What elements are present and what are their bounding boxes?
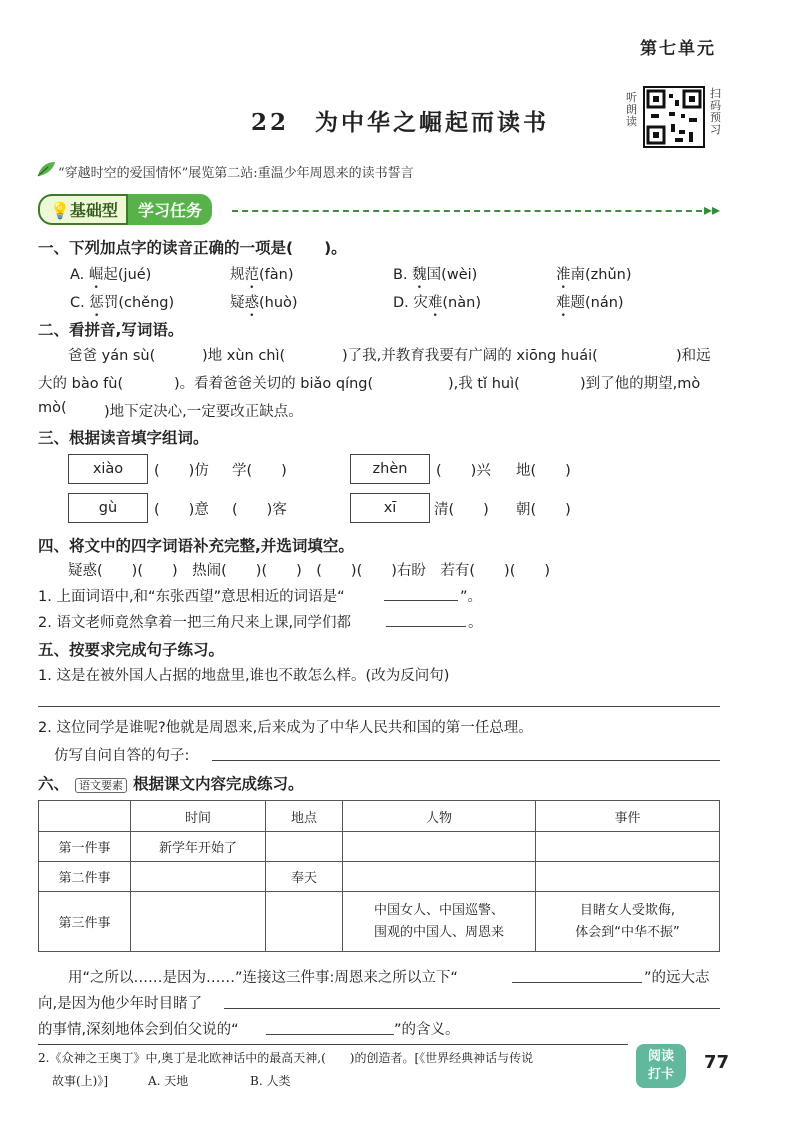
q3-title: 三、根据读音填字组词。 bbox=[38, 429, 209, 447]
q2-line1-a: 爸爸 yán sù( bbox=[68, 348, 156, 364]
answer-line[interactable] bbox=[266, 1034, 394, 1035]
page-number: 77 bbox=[704, 1052, 730, 1073]
q6-para3-end: ”的含义。 bbox=[394, 1022, 460, 1038]
cell-people[interactable]: 中国女人、中国巡警、 围观的中国人、周恩来 bbox=[343, 892, 536, 952]
q1-option: 难题(nán) bbox=[556, 295, 624, 311]
q4-title: 四、将文中的四字词语补充完整,并选词填空。 bbox=[38, 537, 354, 555]
q1-option[interactable]: B. 魏国(wèi) bbox=[393, 267, 478, 283]
tag-basic: 💡基础型 bbox=[38, 194, 128, 225]
q1-title: 一、下列加点字的读音正确的一项是( )。 bbox=[38, 239, 347, 257]
q6-para1-end: ”的远大志 bbox=[644, 970, 710, 986]
scan-preview-text: 扫码预习 bbox=[710, 87, 721, 136]
footer-question: 2.《众神之王奥丁》中,奥丁是北欧神话中的最高天神,( )的创造者。[《世界经典神话与传说 bbox=[38, 1051, 534, 1065]
footer-option-b[interactable]: B. 人类 bbox=[250, 1074, 291, 1088]
q1-option[interactable]: C. 惩罚(chěng) bbox=[70, 295, 175, 311]
q6-para3: 的事情,深刻地体会到伯父说的“ bbox=[38, 1022, 239, 1038]
lesson-title bbox=[0, 104, 800, 137]
row-label: 第三件事 bbox=[39, 892, 131, 952]
q6-title: 六、 语文要素 根据课文内容完成练习。 bbox=[38, 775, 304, 793]
scan-listen-text: 听朗读 bbox=[626, 91, 637, 128]
cell-place[interactable]: 奉天 bbox=[266, 862, 343, 892]
cell-event[interactable]: 目睹女人受欺侮, 体会到“中华不振” bbox=[536, 892, 720, 952]
cell-people[interactable] bbox=[343, 832, 536, 862]
q5-sentence1: 1. 这是在被外国人占据的地盘里,谁也不敢怎么样。(改为反问句) bbox=[38, 668, 450, 684]
q3-blank[interactable]: ( )兴 bbox=[436, 463, 491, 479]
footer-divider bbox=[38, 1044, 628, 1045]
cell-event[interactable] bbox=[536, 832, 720, 862]
row-label: 第二件事 bbox=[39, 862, 131, 892]
header-time: 时间 bbox=[131, 801, 266, 832]
section-divider bbox=[232, 210, 702, 212]
q2-line3-a: mò( bbox=[38, 400, 67, 416]
q2-title: 二、看拼音,写词语。 bbox=[38, 321, 184, 339]
q2-line1-b: )地 xùn chì( bbox=[202, 348, 286, 364]
q6-para2: 向,是因为他少年时目睹了 bbox=[38, 996, 203, 1012]
section-tag bbox=[38, 194, 212, 224]
lesson-name: 为中华之崛起而读书 bbox=[315, 109, 549, 136]
q2-line2-a: 大的 bào fù( bbox=[38, 376, 124, 392]
q6-para1: 用“之所以……是因为……”连接这三件事:周恩来之所以立下“ bbox=[68, 970, 458, 986]
q4-words[interactable]: 疑惑( )( ) 热闹( )( ) ( )( )右盼 若有( )( ) bbox=[68, 563, 551, 579]
q1-option: 规范(fàn) bbox=[230, 267, 294, 283]
reading-checkin-badge[interactable]: 阅读 打卡 bbox=[636, 1044, 686, 1088]
footer-source: 故事(上)》] bbox=[52, 1074, 109, 1088]
q5-title: 五、按要求完成句子练习。 bbox=[38, 641, 225, 659]
header-place: 地点 bbox=[266, 801, 343, 832]
q3-blank[interactable]: 学( ) bbox=[232, 463, 287, 479]
tag-task: 学习任务 bbox=[128, 194, 212, 225]
q2-line1-c: )了我,并教育我要有广阔的 xiōng huái( bbox=[342, 348, 598, 364]
pinyin-box: zhèn bbox=[350, 454, 430, 484]
q2-line1-d: )和远 bbox=[676, 348, 711, 364]
q3-blank[interactable]: 地( ) bbox=[516, 463, 571, 479]
pinyin-box: xī bbox=[350, 493, 430, 523]
q2-line2-b: )。看着爸爸关切的 biǎo qíng( bbox=[174, 376, 374, 392]
q3-blank[interactable]: 朝( ) bbox=[516, 502, 571, 518]
q2-line2-c: ),我 tǐ huì( bbox=[448, 376, 520, 392]
header-event: 事件 bbox=[536, 801, 720, 832]
q2-line2-d: )到了他的期望,mò bbox=[580, 376, 701, 392]
lightbulb-icon: 💡 bbox=[50, 200, 70, 220]
double-arrow-icon: ▸▸ bbox=[704, 200, 721, 219]
pinyin-box: xiào bbox=[68, 454, 148, 484]
q3-blank[interactable]: 清( ) bbox=[434, 502, 489, 518]
lesson-number: 22 bbox=[250, 109, 289, 136]
event-table bbox=[38, 800, 720, 952]
intro-text: “穿越时空的爱国情怀”展览第二站:重温少年周恩来的读书誓言 bbox=[58, 166, 414, 181]
cell-place[interactable] bbox=[266, 892, 343, 952]
q4-sentence2: 2. 语文老师竟然拿着一把三角尺来上课,同学们都 bbox=[38, 615, 352, 631]
cell-people[interactable] bbox=[343, 862, 536, 892]
q1-option[interactable]: D. 灾难(nàn) bbox=[393, 295, 481, 311]
q3-blank[interactable]: ( )意 bbox=[154, 502, 209, 518]
q1-option: 淮南(zhǔn) bbox=[556, 267, 632, 283]
cell-event[interactable] bbox=[536, 862, 720, 892]
q3-blank[interactable]: ( )客 bbox=[232, 502, 287, 518]
answer-line[interactable] bbox=[384, 600, 458, 601]
q4-sentence2-end: 。 bbox=[468, 615, 483, 631]
q1-option: 疑惑(huò) bbox=[230, 295, 298, 311]
leaf-icon bbox=[36, 160, 56, 182]
answer-line[interactable] bbox=[512, 982, 642, 983]
unit-label: 第七单元 bbox=[640, 39, 716, 59]
q6-tag: 语文要素 bbox=[75, 778, 127, 793]
pinyin-box: gù bbox=[68, 493, 148, 523]
answer-line[interactable] bbox=[386, 626, 466, 627]
q3-blank[interactable]: ( )仿 bbox=[154, 463, 209, 479]
q4-sentence1: 1. 上面词语中,和“东张西望”意思相近的词语是“ bbox=[38, 589, 345, 605]
q5-sentence3: 仿写自问自答的句子: bbox=[54, 748, 190, 764]
q2-line3-b: )地下定决心,一定要改正缺点。 bbox=[104, 404, 303, 420]
q4-sentence1-end: ”。 bbox=[460, 589, 483, 605]
cell-time[interactable] bbox=[131, 862, 266, 892]
footer-option-a[interactable]: A. 天地 bbox=[148, 1074, 189, 1088]
header-people: 人物 bbox=[343, 801, 536, 832]
answer-line[interactable] bbox=[224, 1008, 720, 1009]
q1-option[interactable]: A. 崛起(jué) bbox=[70, 267, 152, 283]
cell-time[interactable] bbox=[131, 892, 266, 952]
cell-time[interactable]: 新学年开始了 bbox=[131, 832, 266, 862]
q5-sentence2: 2. 这位同学是谁呢?他就是周恩来,后来成为了中华人民共和国的第一任总理。 bbox=[38, 720, 533, 736]
cell-place[interactable] bbox=[266, 832, 343, 862]
answer-line[interactable] bbox=[212, 760, 720, 761]
row-label: 第一件事 bbox=[39, 832, 131, 862]
answer-line[interactable] bbox=[38, 706, 720, 707]
